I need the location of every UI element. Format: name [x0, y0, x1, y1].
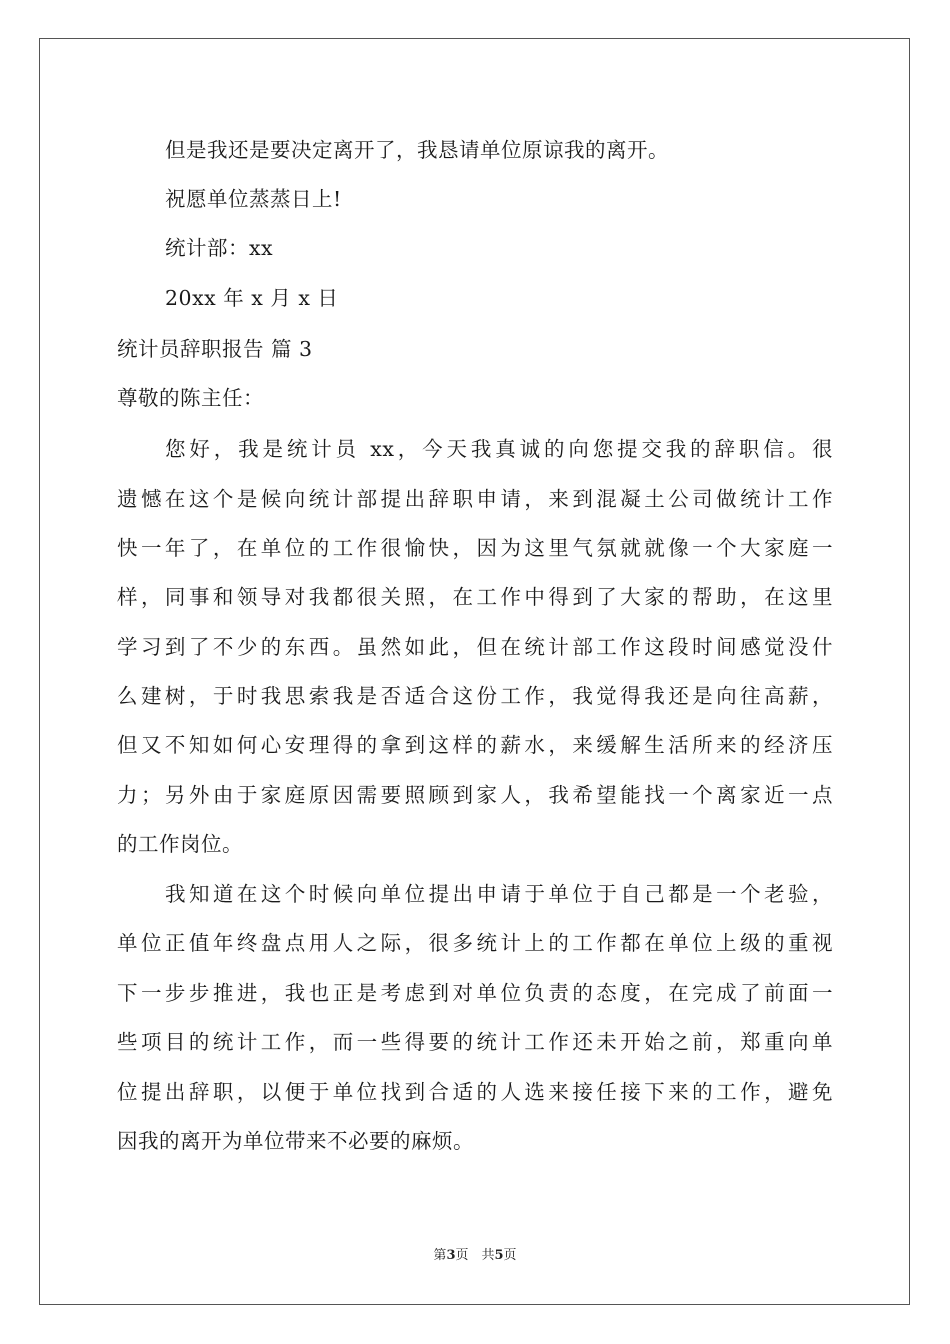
signature: 统计部：xx [165, 236, 274, 260]
paragraph-line: 的工作岗位。 [117, 832, 243, 856]
footer-prefix: 第 [433, 1248, 447, 1263]
paragraph-line: 些项目的统计工作，而一些得要的统计工作还未开始之前，郑重向单 [117, 1030, 833, 1054]
paragraph-line: 单位正值年终盘点用人之际，很多统计上的工作都在单位上级的重视 [117, 931, 833, 955]
paragraph-line: 我知道在这个时候向单位提出申请于单位于自己都是一个老验， [165, 882, 833, 906]
paragraph-line: 快一年了，在单位的工作很愉快，因为这里气氛就就像一个大家庭一 [117, 536, 833, 560]
footer-total-pages: 5 [494, 1248, 504, 1263]
paragraph-line: 学习到了不少的东西。虽然如此，但在统计部工作这段时间感觉没什 [117, 635, 833, 659]
paragraph-line: 位提出辞职，以便于单位找到合适的人选来接任接下来的工作，避免 [117, 1080, 833, 1104]
paragraph-line: 力；另外由于家庭原因需要照顾到家人，我希望能找一个离家近一点 [117, 783, 833, 807]
section-title: 统计员辞职报告 篇 3 [117, 337, 313, 361]
page-border [39, 38, 910, 1305]
footer-current-page: 3 [446, 1248, 456, 1263]
footer-suffix: 页 [503, 1248, 517, 1263]
paragraph-line: 您好，我是统计员 xx，今天我真诚的向您提交我的辞职信。很 [165, 437, 833, 461]
paragraph-line: 因我的离开为单位带来不必要的麻烦。 [117, 1129, 474, 1153]
salutation: 尊敬的陈主任： [117, 386, 264, 410]
footer-mid: 页 共 [455, 1248, 495, 1263]
paragraph-line: 遗憾在这个是候向统计部提出辞职申请，来到混凝土公司做统计工作 [117, 487, 833, 511]
date-line: 20xx 年 x 月 x 日 [165, 286, 339, 310]
paragraph-line: 但又不知如何心安理得的拿到这样的薪水，来缓解生活所来的经济压 [117, 733, 833, 757]
closing-line: 但是我还是要决定离开了，我恳请单位原谅我的离开。 [165, 138, 669, 162]
paragraph-line: 下一步步推进，我也正是考虑到对单位负责的态度，在完成了前面一 [117, 981, 833, 1005]
paragraph-line: 么建树，于时我思索我是否适合这份工作，我觉得我还是向往高薪， [117, 684, 833, 708]
closing-wish: 祝愿单位蒸蒸日上! [165, 187, 342, 211]
paragraph-line: 样，同事和领导对我都很关照，在工作中得到了大家的帮助，在这里 [117, 585, 833, 609]
page-footer [0, 1247, 950, 1265]
